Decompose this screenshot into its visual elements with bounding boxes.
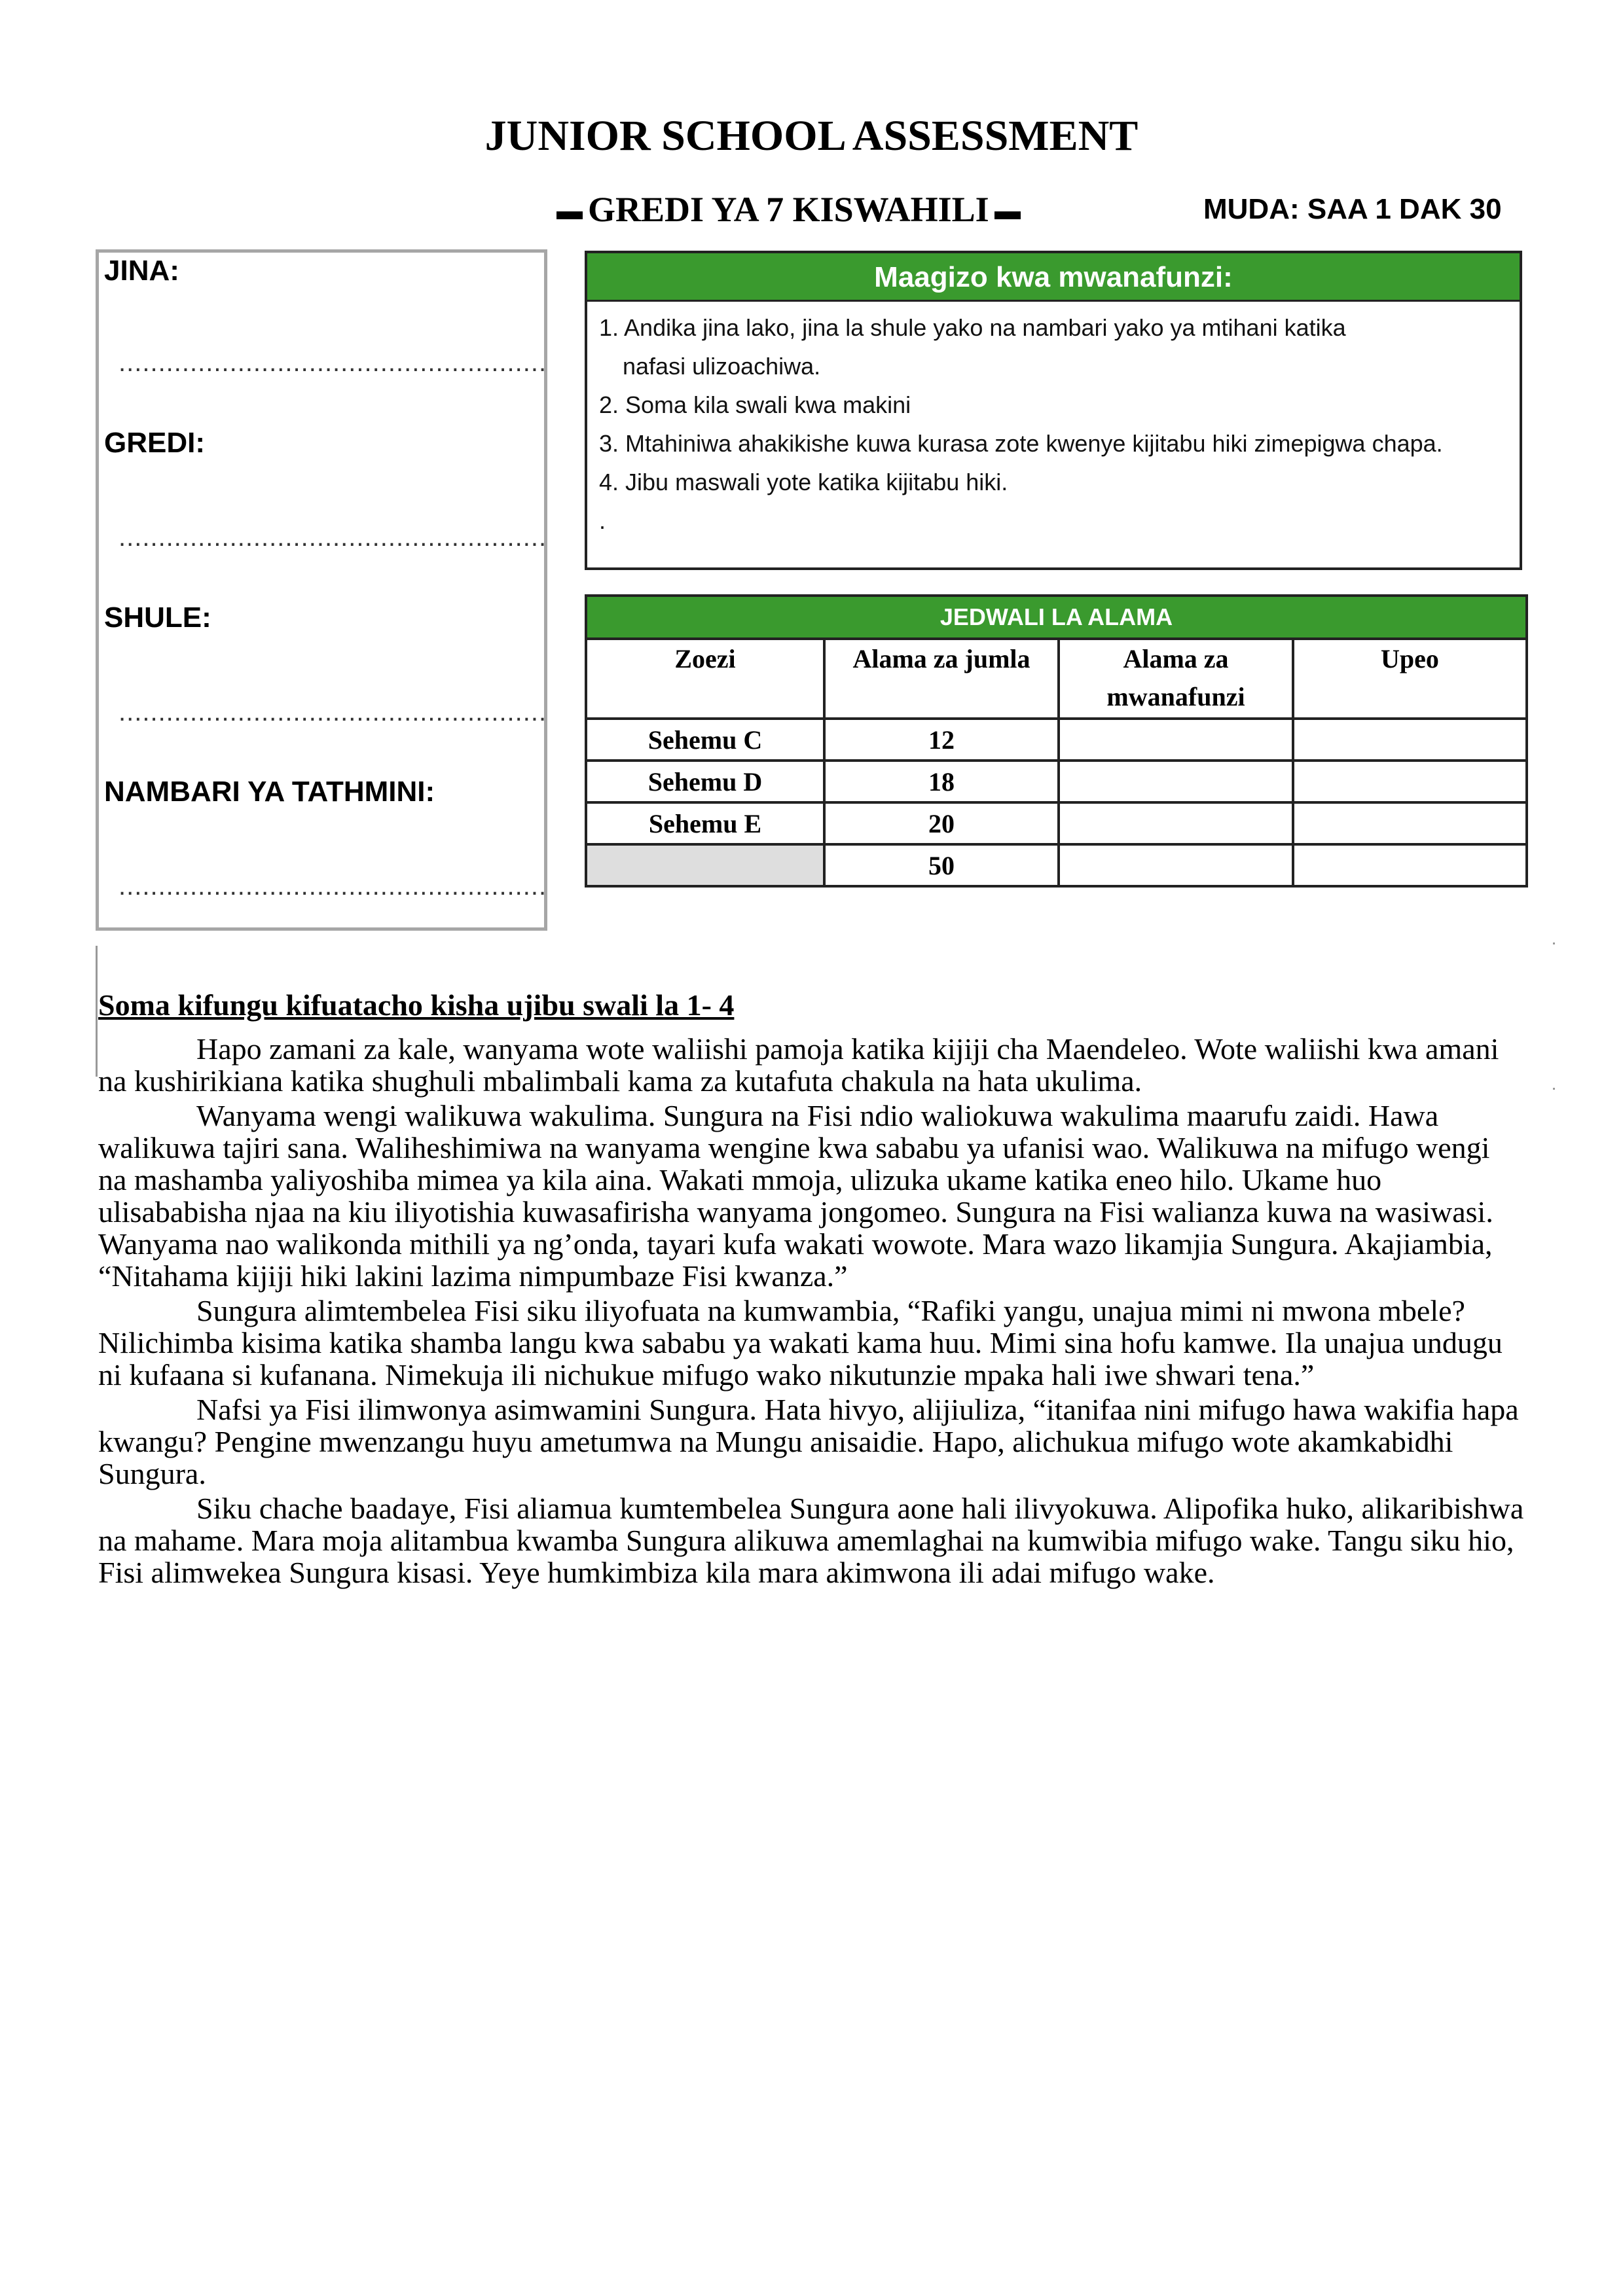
column-header: Alama za jumla: [824, 639, 1059, 719]
total-marks-cell: 12: [824, 719, 1059, 761]
grade-field[interactable]: ......................................................: [119, 523, 547, 552]
instruction-item: .: [599, 507, 606, 534]
table-row: [586, 761, 1527, 802]
passage-paragraph: Siku chache baadaye, Fisi aliamua kumtembelea Sungura aone hali ilivyokuwa. Alipofika huko, alikaribishwa na mahame. Mara moja alitambua kwamba Sungura alikuwa amemlaghai na kumwibia mifugo wake. Tangu siku hio, Fisi alimwekea Sungura kisasi. Yeye humkimbiza kila mara akimwona ili adai mifugo wake.: [98, 1492, 1524, 1589]
stray-mark: [1553, 1088, 1555, 1090]
stray-mark: [1553, 942, 1555, 944]
upeo-cell[interactable]: [1293, 761, 1527, 802]
section-cell: Sehemu C: [586, 719, 824, 761]
instruction-item: 1. Andika jina lako, jina la shule yako na nambari yako ya mtihani katika: [599, 314, 1346, 341]
table-row: [586, 719, 1527, 761]
instruction-item: nafasi ulizoachiwa.: [623, 353, 821, 380]
section-cell: Sehemu E: [586, 802, 824, 844]
marks-table-title: JEDWALI LA ALAMA: [586, 596, 1527, 639]
passage-paragraph: Nafsi ya Fisi ilimwonya asimwamini Sungura. Hata hivyo, alijiuliza, “itanifaa nini mifugo hawa wakifia hapa kwangu? Pengine mwenzangu huyu ametumwa na Mungu anisaidie. Hapo, alichukua mifugo wote akamkabidhi Sungura.: [98, 1393, 1519, 1490]
instructions-title: Maagizo kwa mwanafunzi:: [587, 253, 1520, 302]
candidate-info-box: [96, 249, 547, 931]
total-marks-cell: 18: [824, 761, 1059, 802]
student-marks-cell[interactable]: [1059, 719, 1293, 761]
table-total-row: [586, 844, 1527, 886]
subtitle-row: [556, 183, 1021, 236]
total-marks-cell: 20: [824, 802, 1059, 844]
reading-passage: [98, 1033, 1525, 1591]
instructions-box: [585, 251, 1522, 570]
passage-paragraph: Hapo zamani za kale, wanyama wote waliishi pamoja katika kijiji cha Maendeleo. Wote waliishi kwa amani na kushirikiana katika shughuli mbalimbali kama za kutafuta chakula na hata ukulima.: [98, 1032, 1499, 1098]
instruction-item: 2. Soma kila swali kwa makini: [599, 391, 911, 418]
grade-subtitle: GREDI YA 7 KISWAHILI: [588, 190, 989, 229]
empty-total-label-cell: [586, 844, 824, 886]
passage-paragraph: Sungura alimtembelea Fisi siku iliyofuata na kumwambia, “Rafiki yangu, unajua mimi ni mwona mbele? Nilichimba kisima katika shamba langu kwa sababu ya wakati kama huu. Mimi sina hofu kamwe. Ila unajua undugu ni kufaana si kufanana. Nimekuja ili nichukue mifugo wako nikutunzie mpaka hali iwe shwari tena.”: [98, 1294, 1503, 1391]
table-row: [586, 802, 1527, 844]
upeo-cell[interactable]: [1293, 719, 1527, 761]
table-header-row: [586, 639, 1527, 719]
school-label: SHULE:: [104, 601, 211, 634]
upeo-total-cell[interactable]: [1293, 844, 1527, 886]
section-cell: Sehemu D: [586, 761, 824, 802]
student-marks-cell[interactable]: [1059, 761, 1293, 802]
grade-label: GREDI:: [104, 427, 205, 459]
marks-table: [585, 594, 1528, 888]
name-label: JINA:: [104, 255, 179, 287]
page-title: JUNIOR SCHOOL ASSESSMENT: [484, 112, 1139, 160]
assessment-number-label: NAMBARI YA TATHMINI:: [104, 776, 435, 808]
instruction-item: 4. Jibu maswali yote katika kijitabu hiki.: [599, 469, 1008, 495]
exam-duration: MUDA: SAA 1 DAK 30: [1203, 193, 1502, 225]
student-total-cell[interactable]: [1059, 844, 1293, 886]
column-header: Zoezi: [586, 639, 824, 719]
passage-heading: Soma kifungu kifuatacho kisha ujibu swali la 1- 4: [98, 988, 735, 1022]
assessment-number-field[interactable]: ......................................................: [119, 872, 547, 901]
margin-rule: [96, 946, 98, 1077]
instructions-list: [599, 308, 1443, 540]
upeo-cell[interactable]: [1293, 802, 1527, 844]
name-field[interactable]: ......................................................: [119, 348, 547, 377]
student-marks-cell[interactable]: [1059, 802, 1293, 844]
school-field[interactable]: ......................................................: [119, 698, 547, 726]
passage-paragraph: Wanyama wengi walikuwa wakulima. Sungura na Fisi ndio waliokuwa wakulima maarufu zaidi. Hawa walikuwa tajiri sana. Waliheshimiwa na wanyama wengine kwa sababu ya ufanisi wao. Walikuwa na mifugo wengi na mashamba yaliyoshiba mimea ya kila aina. Wakati mmoja, ulizuka ukame katika eneo hilo. Ukame huo ulisababisha njaa na kiu iliyotishia kuwasafirisha wanyama jongomeo. Sungura na Fisi walianza kuwa na wasiwasi. Wanyama nao walikonda mithili ya ng’onda, tayari kufa wakati wowote. Mara wazo likamjia Sungura. Akajiambia, “Nitahama kijiji hiki lakini lazima nimpumbaze Fisi kwanza.”: [98, 1099, 1493, 1293]
column-header: Upeo: [1293, 639, 1527, 719]
left-dash: [556, 211, 583, 219]
column-header: Alama za mwanafunzi: [1059, 639, 1293, 719]
grand-total-cell: 50: [824, 844, 1059, 886]
right-dash: [994, 211, 1021, 219]
instruction-item: 3. Mtahiniwa ahakikishe kuwa kurasa zote kwenye kijitabu hiki zimepigwa chapa.: [599, 430, 1443, 457]
